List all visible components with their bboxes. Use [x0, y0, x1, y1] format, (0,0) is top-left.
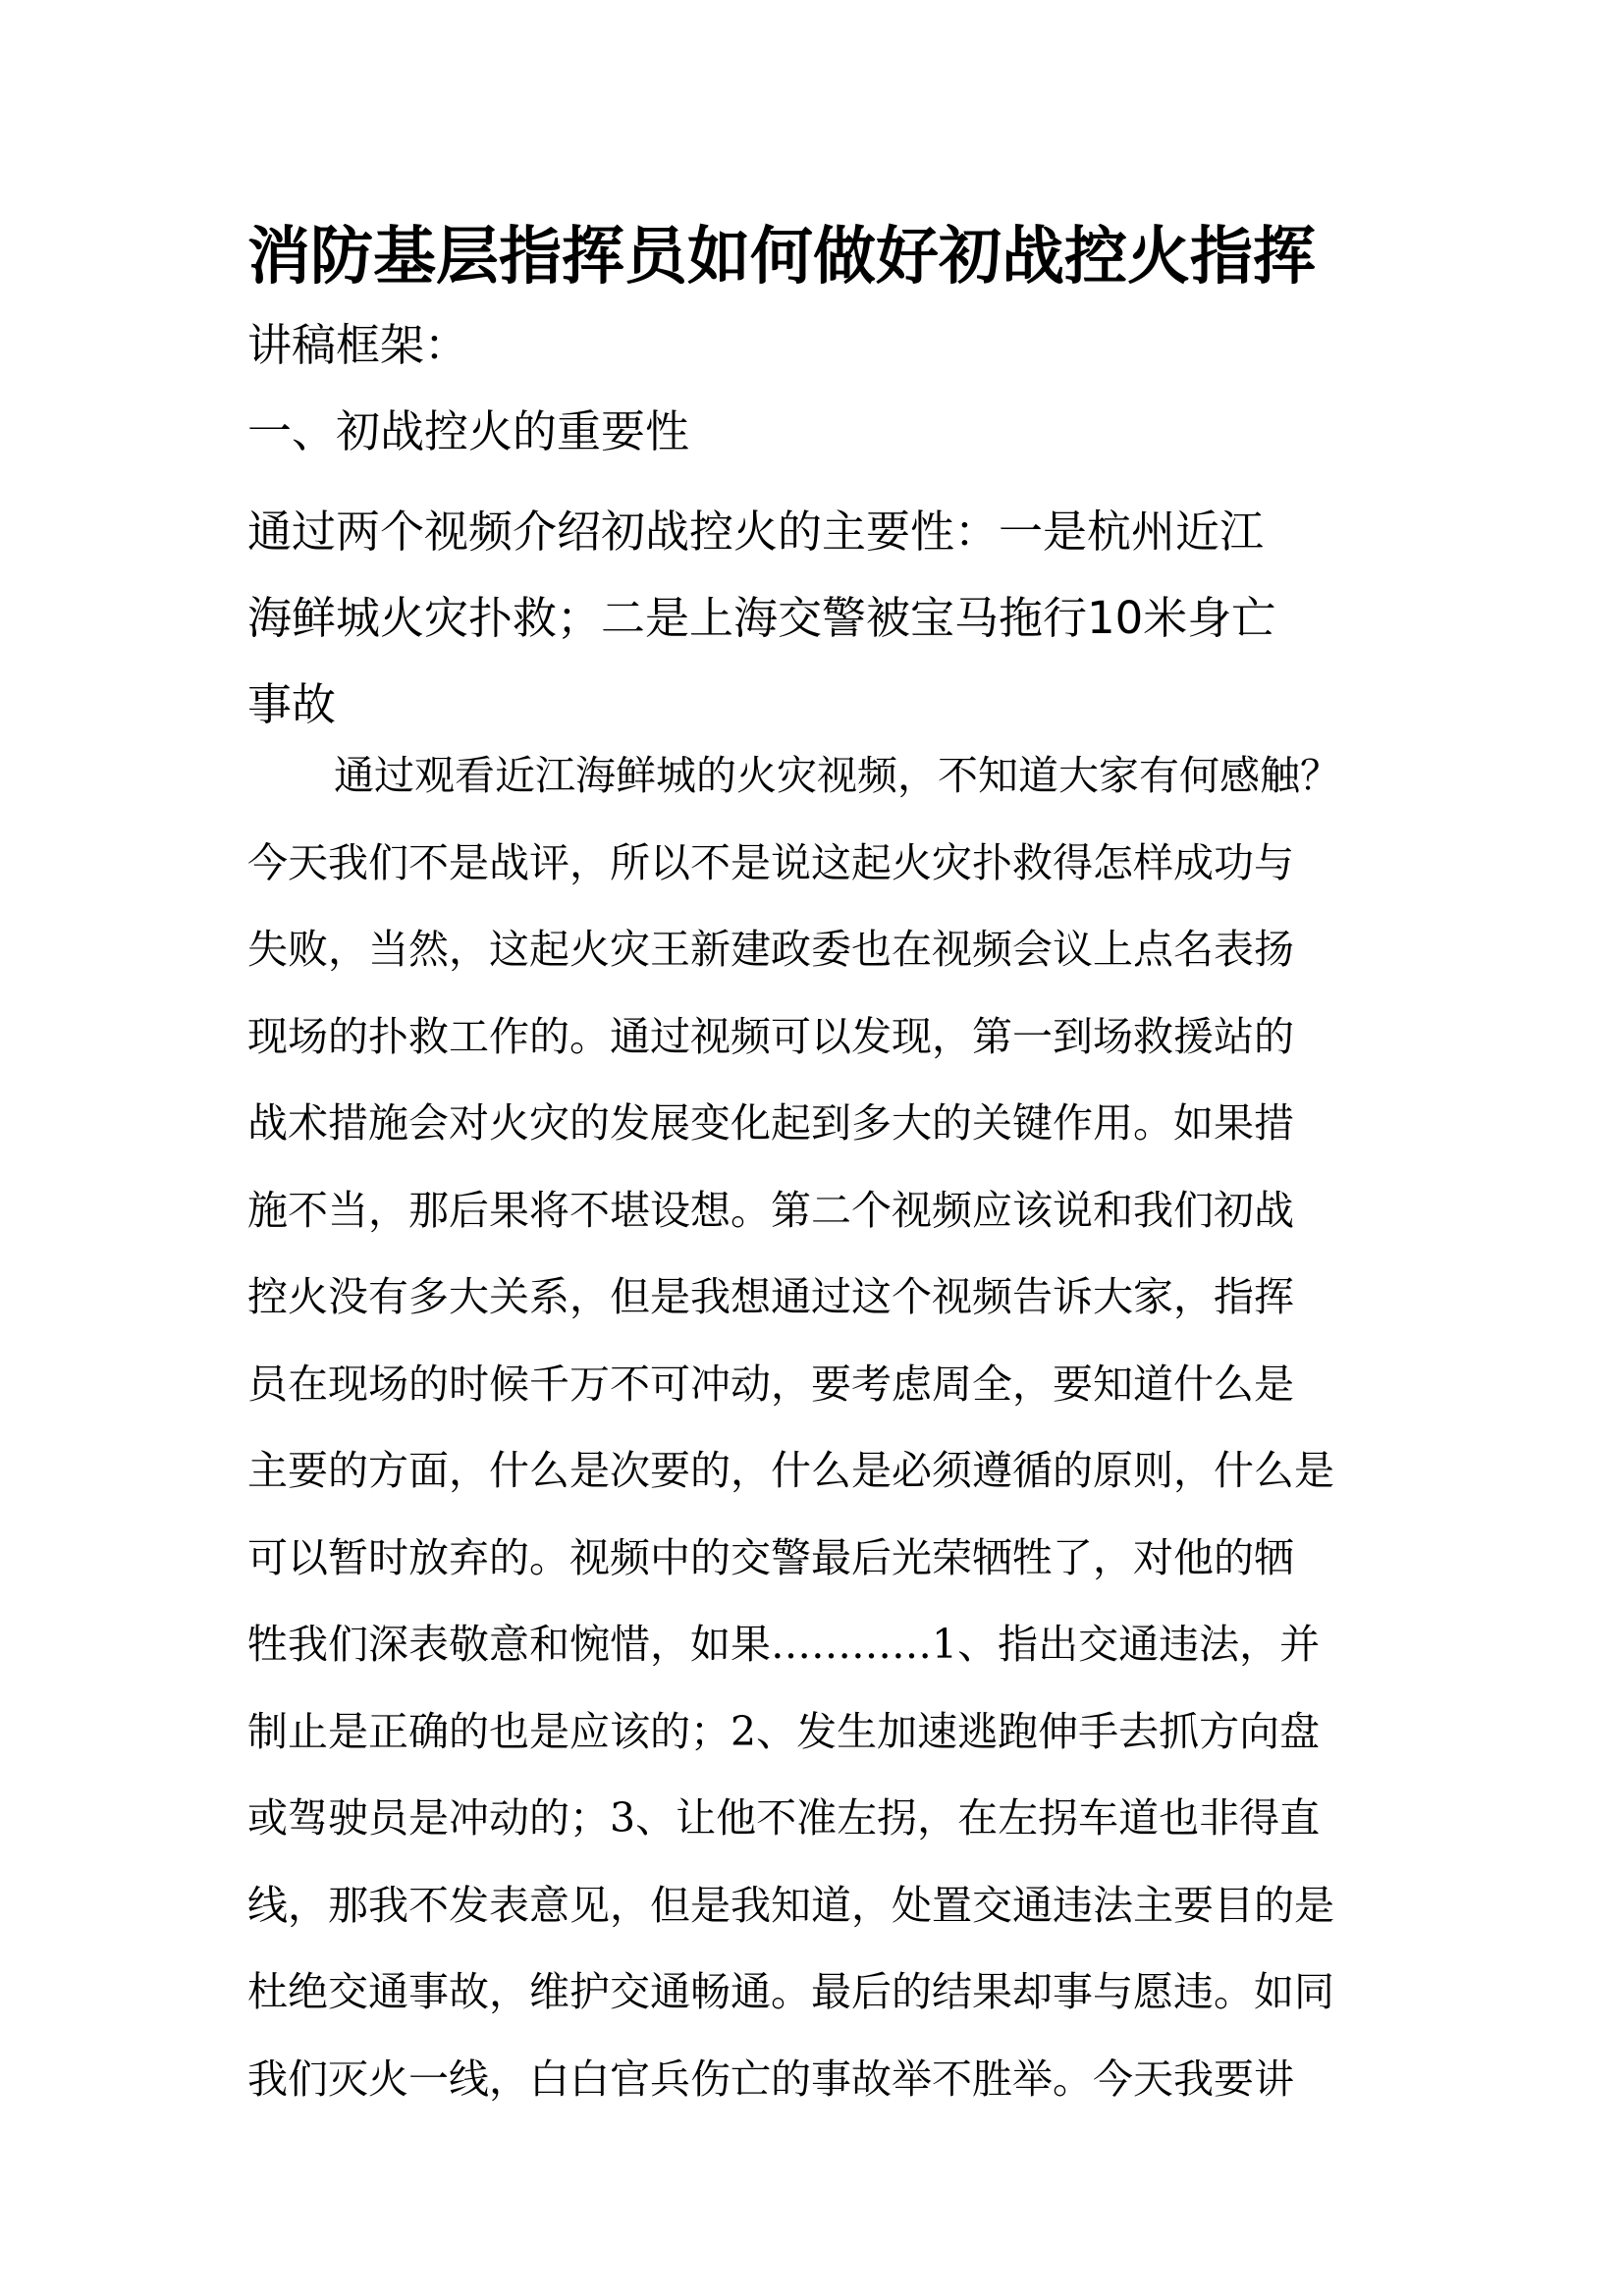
framework-label: 讲稿框架：: [247, 319, 469, 371]
body-line: 或驾驶员是冲动的；3、让他不准左拐，在左拐车道也非得直: [247, 1794, 1321, 1842]
section-heading: 一、初战控火的重要性: [247, 405, 690, 457]
body-line: 主要的方面，什么是次要的，什么是必须遵循的原则，什么是: [247, 1447, 1334, 1494]
body-paragraph: [247, 732, 1386, 2122]
body-line: 控火没有多大关系，但是我想通过这个视频告诉大家，指挥: [247, 1273, 1294, 1320]
body-line: 制止是正确的也是应该的；2、发生加速逃跑伸手去抓方向盘: [247, 1707, 1321, 1755]
body-line: 牲我们深表敬意和惋惜，如果…………1、指出交通违法，并: [247, 1621, 1321, 1668]
document-title: 消防基层指挥员如何做好初战控火指挥: [247, 220, 1316, 294]
body-line: 线，那我不发表意见，但是我知道，处置交通违法主要目的是: [247, 1881, 1334, 1929]
body-line: 失败，当然，这起火灾王新建政委也在视频会议上点名表扬: [247, 926, 1294, 973]
body-line: 战术措施会对火灾的发展变化起到多大的关键作用。如果措: [247, 1099, 1294, 1147]
body-line: 通过观看近江海鲜城的火灾视频，不知道大家有何感触？: [334, 752, 1340, 799]
body-line: 员在现场的时候千万不可冲动，要考虑周全，要知道什么是: [247, 1360, 1294, 1408]
body-line: 我们灭火一线，白白官兵伤亡的事故举不胜举。今天我要讲: [247, 2055, 1294, 2103]
body-line: 杜绝交通事故，维护交通畅通。最后的结果却事与愿违。如同: [247, 1968, 1334, 2015]
intro-line: 事故: [247, 678, 337, 730]
intro-line: 通过两个视频介绍初战控火的主要性：一是杭州近江: [247, 506, 1265, 558]
body-line: 现场的扑救工作的。通过视频可以发现，第一到场救援站的: [247, 1012, 1294, 1060]
body-line: 施不当，那后果将不堪设想。第二个视频应该说和我们初战: [247, 1186, 1294, 1234]
intro-line: 海鲜城火灾扑救；二是上海交警被宝马拖行10米身亡: [247, 592, 1276, 644]
intro-paragraph: [247, 489, 1386, 748]
body-line: 可以暂时放弃的。视频中的交警最后光荣牺牲了，对他的牺: [247, 1533, 1294, 1581]
body-line: 今天我们不是战评，所以不是说这起火灾扑救得怎样成功与: [247, 838, 1294, 886]
